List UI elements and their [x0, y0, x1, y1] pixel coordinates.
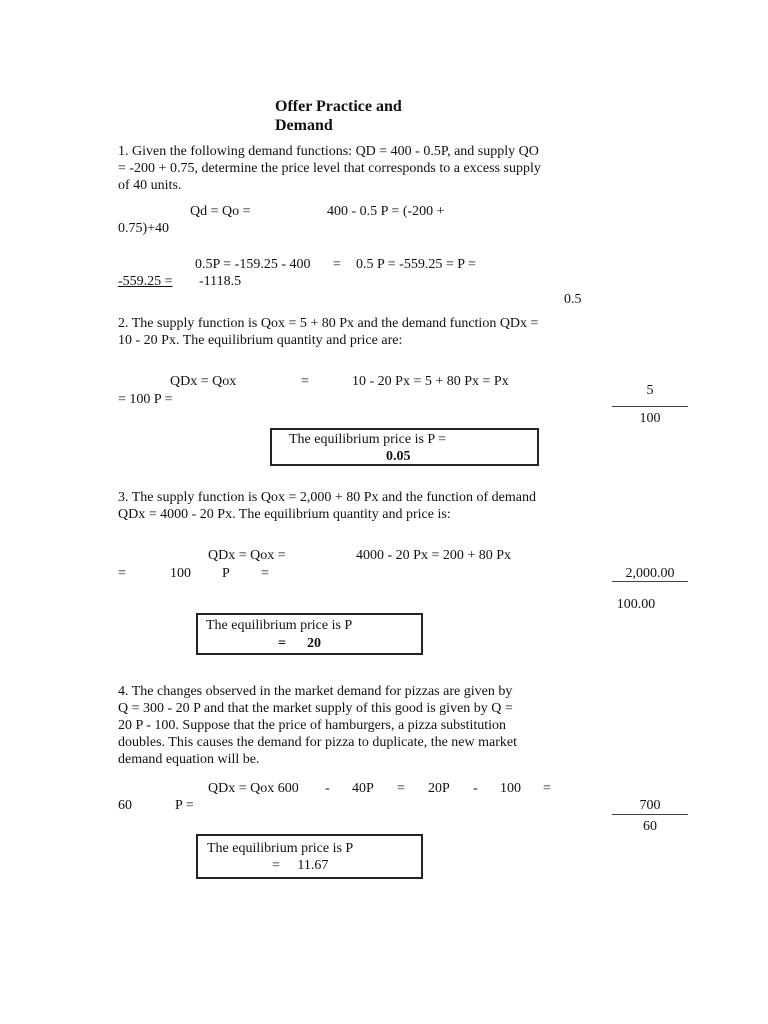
- q4-answer-value: = 11.67: [272, 858, 329, 873]
- q1-solve-step-rhs: 0.5 P = -559.25 = P =: [356, 257, 476, 272]
- q4-fraction-bar: [612, 814, 688, 815]
- question-2-text: 2. The supply function is Qox = 5 + 80 Px and the demand function QDx = 10 - 20 Px. The equilibrium quantity and price are:: [118, 316, 539, 348]
- q4-equation-40p: 40P: [352, 781, 374, 796]
- q4-equation-20p: 20P: [428, 781, 450, 796]
- q4-equation-equals-2: =: [543, 781, 551, 796]
- q4-solve-p: P =: [175, 798, 194, 813]
- q3-fraction-numerator: 2,000.00: [625, 566, 675, 581]
- q3-answer-value: = 20: [278, 636, 321, 651]
- q4-equation-minus-2: -: [473, 781, 478, 796]
- q1-solve-step-lhs: 0.5P = -159.25 - 400: [195, 257, 311, 272]
- q3-solve-coefficient: 100: [170, 566, 191, 581]
- q2-fraction-denominator: 100: [639, 411, 661, 426]
- q3-equation-lhs: QDx = Qox =: [208, 548, 286, 563]
- q2-equation-lhs: QDx = Qox: [170, 374, 237, 389]
- q3-answer-label: The equilibrium price is P: [206, 618, 353, 633]
- q2-answer-box: [270, 428, 539, 466]
- q4-equation-100: 100: [500, 781, 521, 796]
- q4-answer-label: The equilibrium price is P: [207, 841, 354, 856]
- q3-equation-rhs: 4000 - 20 Px = 200 + 80 Px: [356, 548, 512, 563]
- q4-equation-lhs: QDx = Qox 600: [208, 781, 299, 796]
- q2-answer-label: The equilibrium price is P =: [289, 432, 447, 447]
- question-4-text: 4. The changes observed in the market demand for pizzas are given by Q = 300 - 20 P and that the market supply of this good is given by Q = 20 P - 100. Suppose that the price of hamburgers, a pizza substitution doubles. This causes the demand for pizza to duplicate, the new market demand equation will be.: [118, 684, 517, 767]
- q3-fraction-bar: [612, 581, 688, 582]
- q4-answer-box: [196, 834, 423, 879]
- q2-equation-continued: = 100 P =: [118, 392, 173, 407]
- page-title-line-2: Demand: [275, 117, 333, 134]
- q3-solve-variable: P: [222, 566, 230, 581]
- q1-solve-step-equals: =: [333, 257, 341, 272]
- question-1-text: 1. Given the following demand functions: QD = 400 - 0.5P, and supply QO = -200 + 0.75, determine the price level that corresponds to a excess supply of 40 units.: [118, 144, 541, 193]
- q4-equation-equals: =: [397, 781, 405, 796]
- q2-equation-equals: =: [301, 374, 309, 389]
- q1-solve-result: -1118.5: [199, 274, 242, 289]
- question-3-text: 3. The supply function is Qox = 2,000 + 80 Px and the function of demand QDx = 4000 - 20 Px. The equilibrium quantity and price is:: [118, 490, 536, 522]
- q2-equation-rhs: 10 - 20 Px = 5 + 80 Px = Px: [352, 374, 509, 389]
- q3-solve-equals-2: =: [261, 566, 269, 581]
- q4-fraction-numerator: 700: [639, 798, 661, 813]
- q2-answer-value: 0.05: [386, 449, 411, 464]
- q1-equation-lhs: Qd = Qo =: [190, 204, 251, 219]
- q1-solve-numerator: -559.25 =: [118, 274, 173, 289]
- q4-fraction-denominator: 60: [643, 819, 657, 834]
- q1-denominator: 0.5: [564, 292, 582, 307]
- q1-equation-rhs: 400 - 0.5 P = (-200 +: [327, 204, 445, 219]
- q3-solve-equals: =: [118, 566, 126, 581]
- q4-equation-minus: -: [325, 781, 330, 796]
- q1-equation-continued: 0.75)+40: [118, 221, 170, 236]
- q2-fraction-bar: [612, 406, 688, 407]
- page-title-line-1: Offer Practice and: [275, 98, 402, 115]
- q3-fraction-denominator: 100.00: [616, 597, 656, 612]
- q4-solve-coefficient: 60: [118, 798, 132, 813]
- q2-fraction-numerator: 5: [646, 383, 654, 398]
- q3-answer-box: [196, 613, 423, 655]
